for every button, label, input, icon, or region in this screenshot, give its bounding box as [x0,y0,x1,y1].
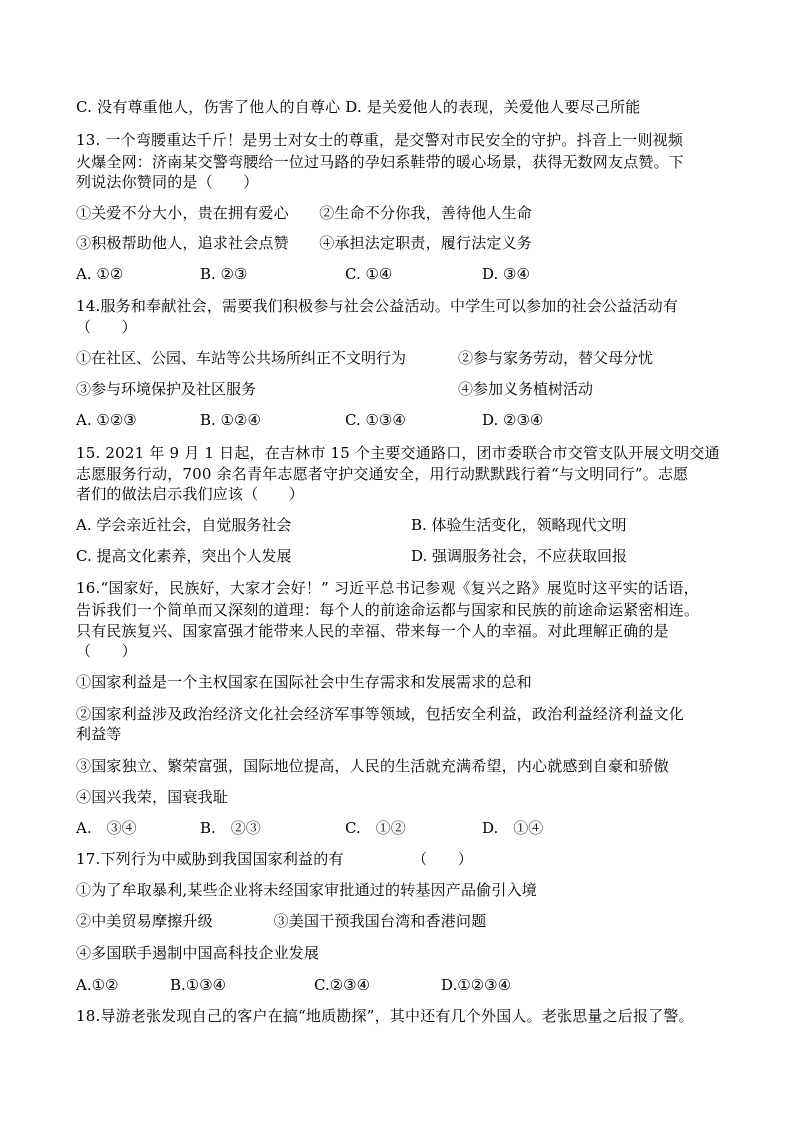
q17-choice-a: A.①② [76,976,119,994]
q15-choice-d: D. 强调服务社会，不应获取回报 [411,547,628,565]
q13-choice-c: C. ①④ [345,265,393,283]
q14-item-2: ②参与家务劳动，替父母分忧 [458,349,654,367]
q14-choice-a: A. ①②③ [76,411,137,429]
q16-choice-d: D. ①④ [482,819,544,837]
q16-item-1: ①国家利益是一个主权国家在国际社会中生存需求和发展需求的总和 [76,673,533,691]
q15-choice-a: A. 学会亲近社会，自觉服务社会 [76,516,292,534]
q14-stem-line-2: （ ） [76,318,137,336]
q16-stem-line-2: 告诉我们一个简单而又深刻的道理：每个人的前途命运都与国家和民族的前途命运紧密相连。 [76,601,700,619]
q13-choice-a: A. ①② [76,265,124,283]
q14-choice-d: D. ②③④ [482,411,544,429]
q18-stem-line-1: 18.导游老张发现自己的客户在搞“地质勘探”，其中还有几个外国人。老张思量之后报了警。 [76,1007,694,1025]
q17-choice-c: C.②③④ [314,976,371,994]
q16-item-3: ③国家独立、繁荣富强，国际地位提高，人民的生活就充满希望，内心就感到自豪和骄傲 [76,757,669,775]
q15-stem-line-2: 志愿服务行动，700 余名青年志愿者守护交通安全，用行动默默践行着“与文明同行”。志愿 [76,465,689,483]
q16-item-2a: ②国家利益涉及政治经济文化社会经济军事等领域，包括安全利益，政治利益经济利益文化 [76,705,685,723]
q17-choice-d: D.①②③④ [441,976,512,994]
q12-option-line: C. 没有尊重他人，伤害了他人的自尊心 D. 是关爱他人的表现，关爱他人要尽己所能 [76,98,641,116]
q14-item-3: ③参与环境保护及社区服务 [76,380,257,398]
q13-stem-line-2: 火爆全网：济南某交警弯腰给一位过马路的孕妇系鞋带的暖心场景，获得无数网友点赞。下 [76,153,685,171]
q13-item-line-2: ③积极帮助他人，追求社会点赞 ④承担法定职责，履行法定义务 [76,234,533,252]
q15-stem-line-3: 者们的做法启示我们应该（ ） [76,485,305,503]
q13-choice-d: D. ③④ [482,265,530,283]
q14-stem-line-1: 14.服务和奉献社会，需要我们积极参与社会公益活动。中学生可以参加的社会公益活动有 [76,297,679,315]
q14-choice-c: C. ①③④ [345,411,406,429]
q15-choice-c: C. 提高文化素养，突出个人发展 [76,547,292,565]
q14-item-1: ①在社区、公园、车站等公共场所纠正不文明行为 [76,349,407,367]
q17-item-2-3: ②中美贸易摩擦升级 ③美国干预我国台湾和香港问题 [76,912,487,930]
q16-stem-line-4: （ ） [76,642,137,660]
q14-item-4: ④参加义务植树活动 [458,380,594,398]
q13-item-line-1: ①关爱不分大小，贵在拥有爱心 ②生命不分你我，善待他人生命 [76,204,533,222]
q17-stem: 17.下列行为中威胁到我国国家利益的有 （ ） [76,850,473,868]
q16-choice-c: C. ①② [345,819,406,837]
q16-item-2b: 利益等 [76,725,122,743]
q15-choice-b: B. 体验生活变化，领略现代文明 [411,516,627,534]
q16-stem-line-1: 16.“国家好，民族好，大家才会好！” 习近平总书记参观《复兴之路》展览时这平实的话语， [76,579,699,597]
q15-stem-line-1: 15. 2021 年 9 月 1 日起，在吉林市 15 个主要交通路口，团市委联合市交管支队开展文明交通 [76,444,720,462]
q16-choice-a: A. ③④ [76,819,137,837]
q17-choice-b: B.①③④ [170,976,227,994]
q17-item-4: ④多国联手遏制中国高科技企业发展 [76,944,320,962]
q16-choice-b: B. ②③ [200,819,261,837]
q13-choice-b: B. ②③ [200,265,248,283]
q16-item-4: ④国兴我荣，国衰我耻 [76,788,229,806]
q17-item-1: ①为了牟取暴利,某些企业将未经国家审批通过的转基因产品偷引入境 [76,881,537,899]
q16-stem-line-3: 只有民族复兴、国家富强才能带来人民的幸福、带来每一个人的幸福。对此理解正确的是 [76,622,669,640]
q14-choice-b: B. ①②④ [200,411,261,429]
q13-stem-line-3: 列说法你赞同的是（ ） [76,173,259,191]
q13-stem-line-1: 13. 一个弯腰重达千斤！是男士对女士的尊重，是交警对市民安全的守护。抖音上一则视频 [76,131,684,149]
